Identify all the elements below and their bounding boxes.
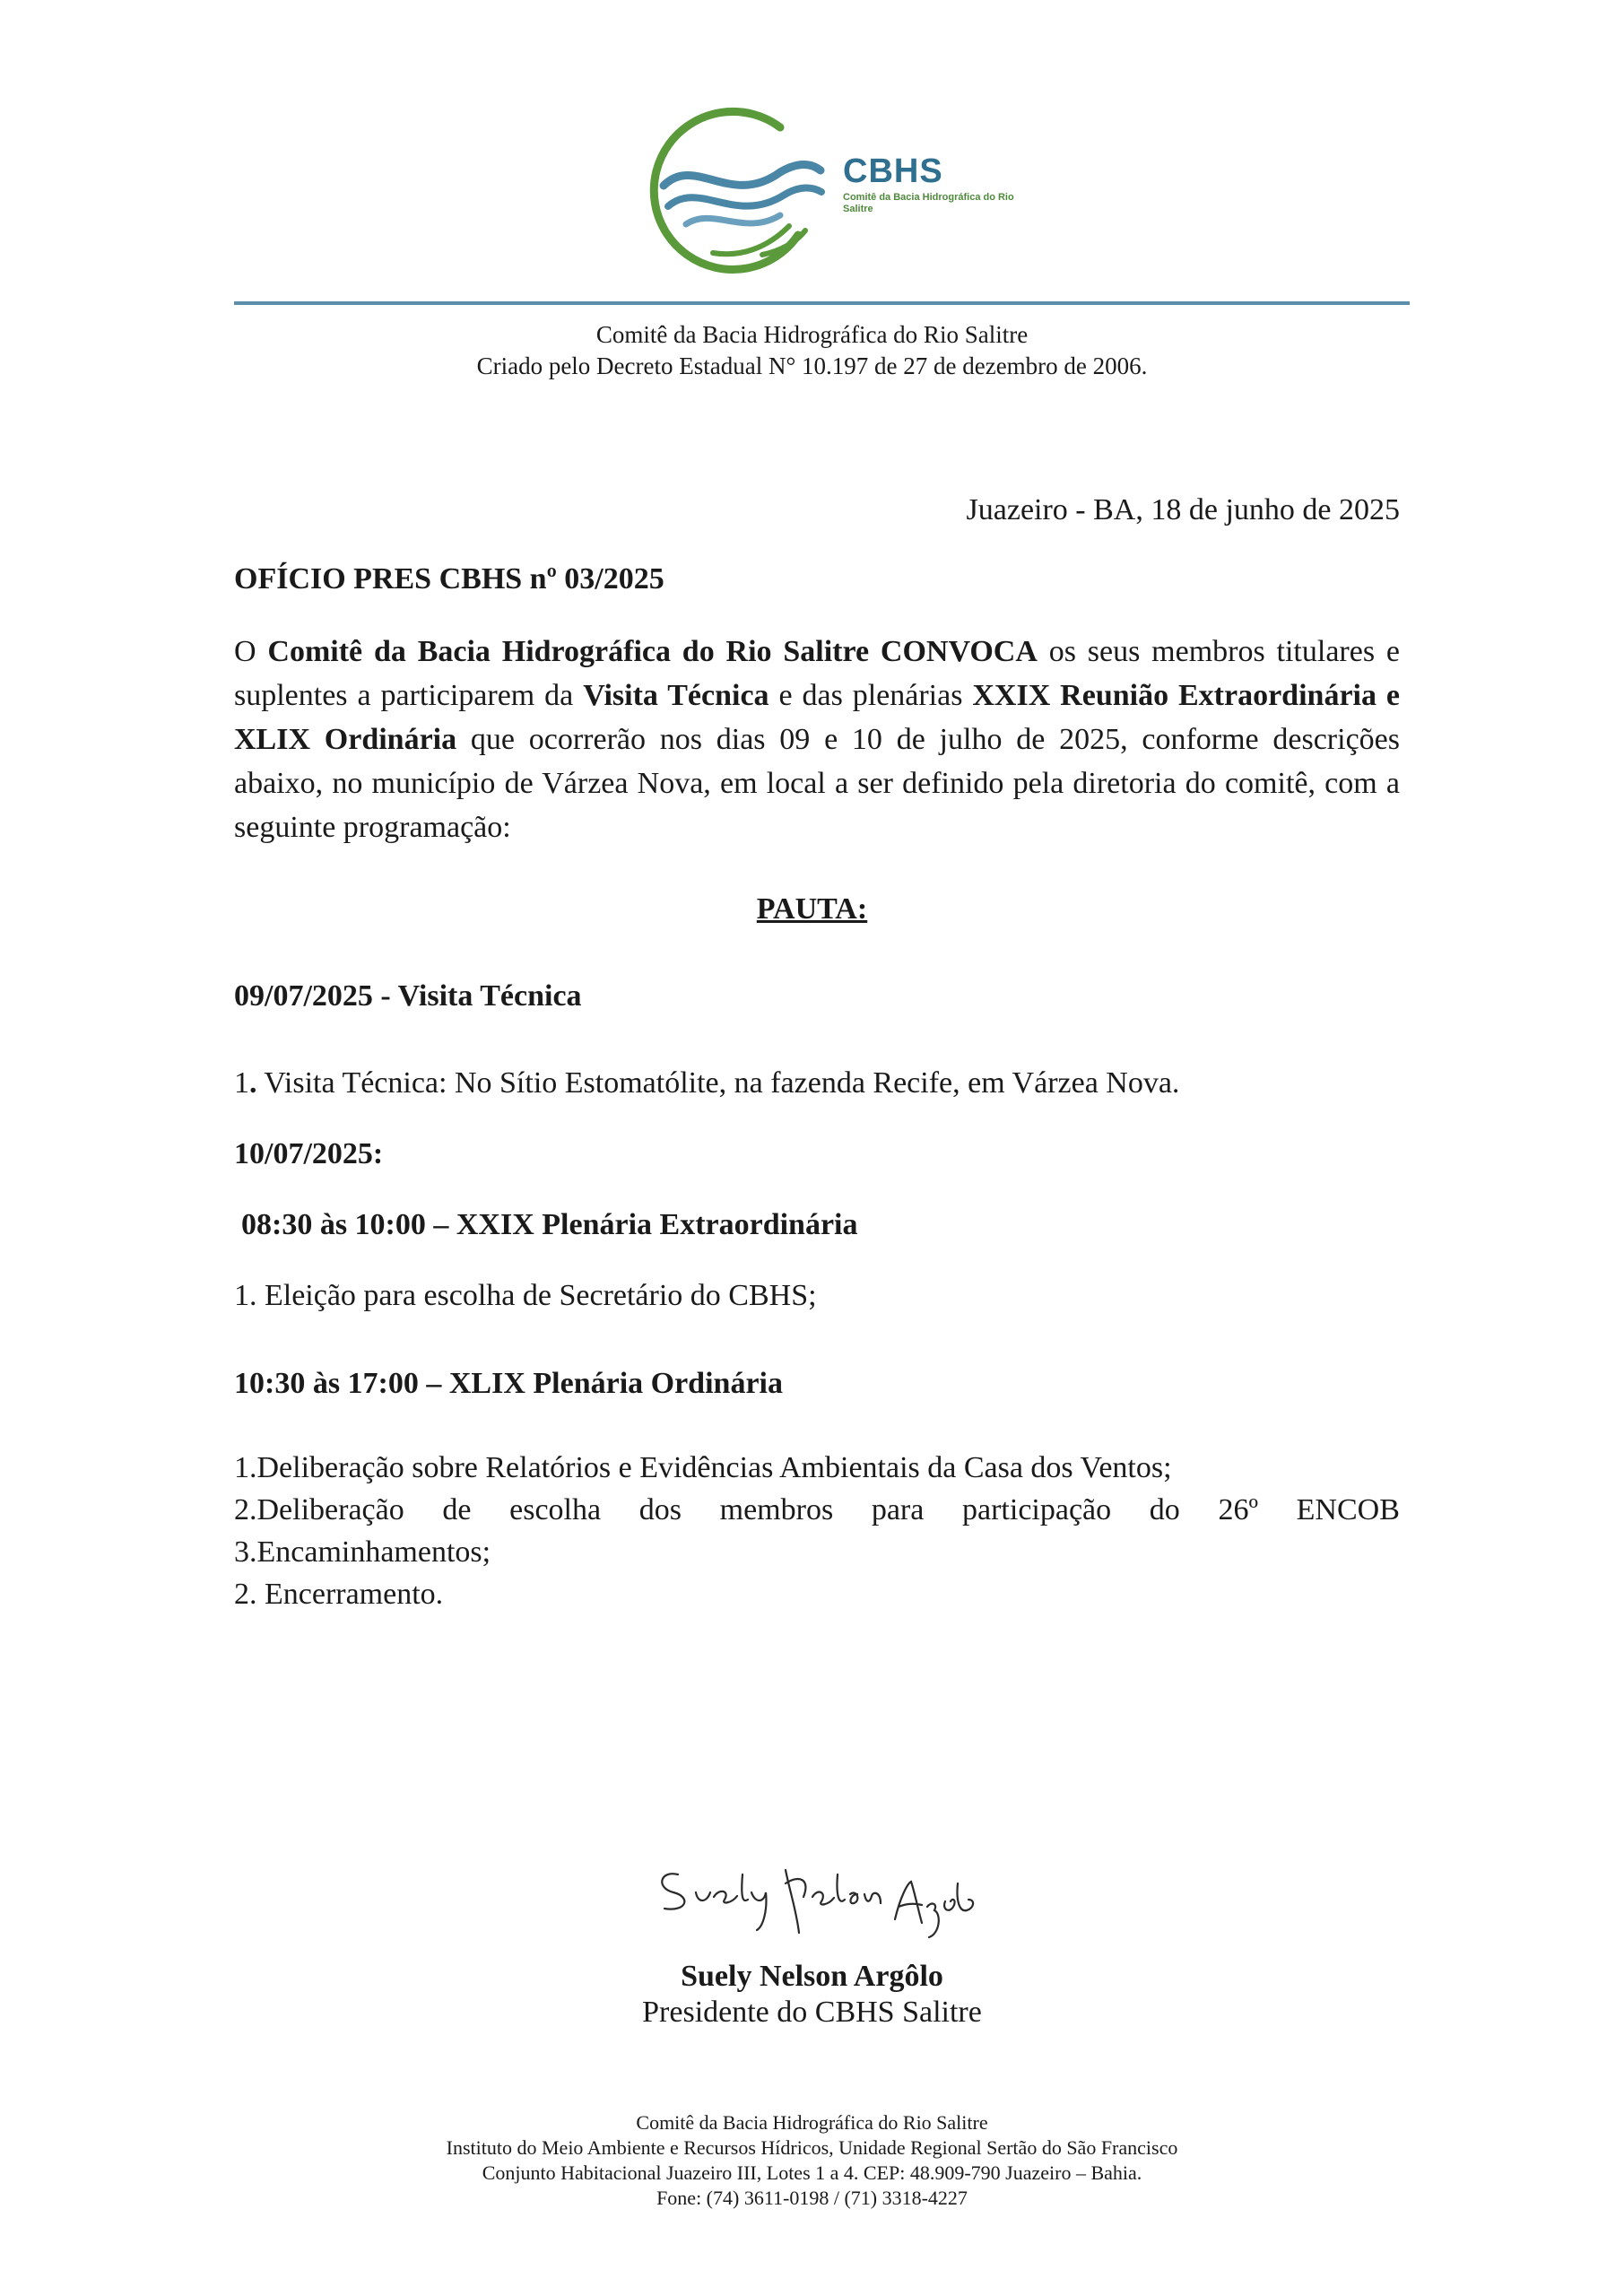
pauta-heading: PAUTA: [756,892,868,926]
intro-paragraph [234,630,1400,849]
header-line-2: Criado pelo Decreto Estadual N° 10.197 de 27 de dezembro de 2006. [476,352,1148,379]
footer-line-4: Fone: (74) 3611-0198 / (71) 3318-4227 [656,2187,968,2209]
item2-word: do [1149,1493,1180,1526]
session2-item-2 [234,1493,1400,1527]
logo-subtitle: Comitê da Bacia Hidrográfica do Rio Salitre [843,192,1014,214]
signatory-name: Suely Nelson Argôlo [681,1960,943,1993]
session2-item-3: 3.Encaminhamentos; [234,1535,491,1569]
header-line-1: Comitê da Bacia Hidrográfica do Rio Salitre [595,321,1029,348]
session1-item-1: 1. Eleição para escolha de Secretário do CBHS; [234,1279,817,1312]
item2-word: 2.Deliberação [234,1493,404,1526]
document-date: Juazeiro - BA, 18 de junho de 2025 [966,493,1400,526]
cbhs-logo [646,100,1022,280]
session1-title: 08:30 às 10:00 – XXIX Plenária Extraordinária [241,1208,858,1241]
intro-bold-3: XXIX Reunião Extraordinária e XLIX Ordinária [234,679,1400,756]
signatory-role: Presidente do CBHS Salitre [642,1996,982,2029]
session2-item-4: 2. Encerramento. [234,1578,444,1611]
item2-word: membros [719,1493,834,1526]
intro-text-2: os seus membros titulares e suplentes a participarem da [234,635,1400,712]
footer-line-3: Conjunto Habitacional Juazeiro III, Lotes 1 a 4. CEP: 48.909-790 Juazeiro – Bahia. [482,2161,1142,2184]
day1-item-number: 1 [234,1066,249,1100]
day1-item-dot: . [249,1066,257,1100]
footer-line-2: Instituto do Meio Ambiente e Recursos Hídricos, Unidade Regional Sertão do São Francisco [446,2136,1178,2159]
session2-item-1: 1.Deliberação sobre Relatórios e Evidências Ambientais da Casa dos Ventos; [234,1451,1172,1484]
item2-word: participação [962,1493,1112,1526]
logo-name: CBHS [843,152,943,190]
item2-word: 26º [1218,1493,1258,1526]
intro-text-1: O [234,635,268,668]
day1-title: 09/07/2025 - Visita Técnica [234,979,582,1013]
item2-word: dos [638,1493,682,1526]
item2-word: ENCOB [1296,1493,1400,1526]
item2-word: para [871,1493,925,1526]
day1-item [234,1066,1179,1100]
logo-emblem-icon [646,100,834,280]
intro-text-3: e das plenárias [769,679,973,712]
oficio-number: OFÍCIO PRES CBHS nº 03/2025 [234,562,664,596]
session2-title: 10:30 às 17:00 – XLIX Plenária Ordinária [234,1367,783,1400]
item2-word: de [442,1493,472,1526]
handwritten-signature [642,1848,983,1946]
day2-title: 10/07/2025: [234,1137,384,1170]
footer-line-1: Comitê da Bacia Hidrográfica do Rio Salitre [636,2111,988,2134]
intro-bold-2: Visita Técnica [583,679,769,712]
intro-bold-1: Comitê da Bacia Hidrográfica do Rio Salitre CONVOCA [267,635,1038,668]
intro-text-4: que ocorrerão nos dias 09 e 10 de julho de 2025, conforme descrições abaixo, no município de Várzea Nova, em local a ser definido pela diretoria do comitê, com a seguinte programação: [234,723,1400,844]
header-divider [234,301,1410,305]
item2-word: escolha [509,1493,602,1526]
day1-item-text: Visita Técnica: No Sítio Estomatólite, na fazenda Recife, em Várzea Nova. [256,1066,1180,1100]
